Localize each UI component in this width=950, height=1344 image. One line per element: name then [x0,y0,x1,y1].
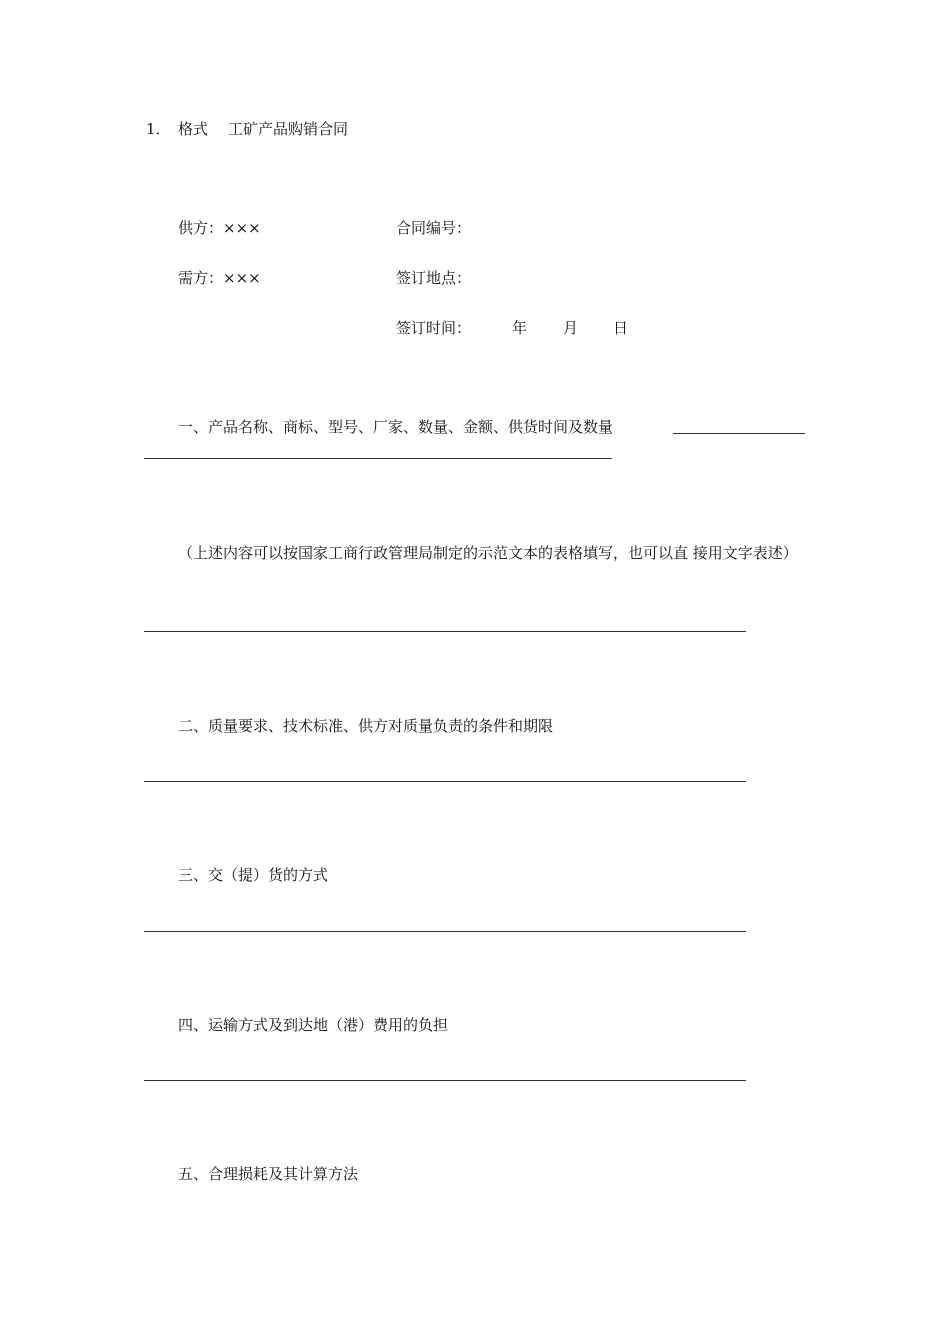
header-number: 1． [146,120,171,138]
document-title: 工矿产品购销合同 [228,120,349,138]
sign-time-field: 签订时间： [396,319,472,337]
supplier-field: 供方：××× [178,219,261,237]
section-1-note-fill-line [144,631,746,632]
sign-year: 年 [512,319,528,337]
format-label: 格式 [178,120,209,138]
sign-month: 月 [563,319,579,337]
section-3-fill-line [144,931,746,932]
contract-number-field: 合同编号： [396,219,472,237]
section-2-title: 二、质量要求、技术标准、供方对质量负责的条件和期限 [178,717,554,735]
sign-place-field: 签订地点： [396,269,472,287]
buyer-field: 需方：××× [178,269,261,287]
section-4-fill-line [144,1080,746,1081]
section-3-title: 三、交（提）货的方式 [178,866,329,884]
section-1-title: 一、产品名称、商标、型号、厂家、数量、金额、供货时间及数量 [178,418,614,436]
section-2-fill-line [144,781,746,782]
section-1-blank-line [673,433,805,434]
section-4-title: 四、运输方式及到达地（港）费用的负担 [178,1016,449,1034]
sign-day: 日 [613,319,629,337]
section-1-fill-line [144,458,612,459]
section-1-note: （上述内容可以按国家工商行政管理局制定的示范文本的表格填写，也可以直 接用文字表述） [178,544,798,562]
section-5-title: 五、合理损耗及其计算方法 [178,1165,359,1183]
